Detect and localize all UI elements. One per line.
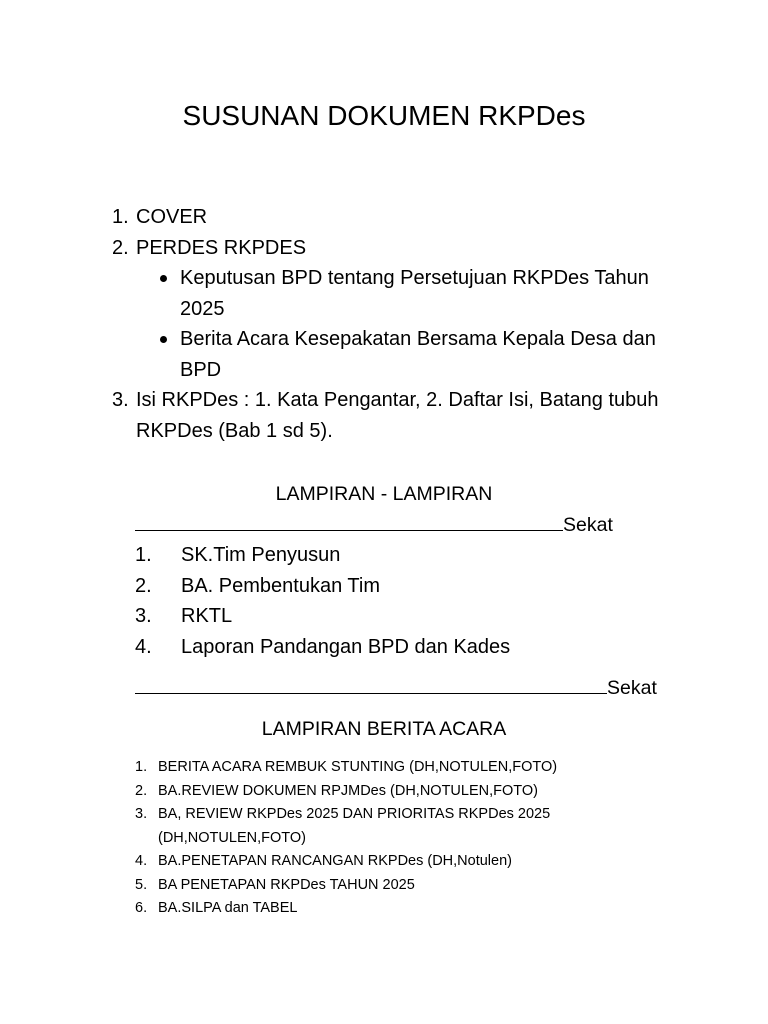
sekat-divider: [135, 673, 657, 703]
list-text: BA. Pembentukan Tim: [181, 574, 380, 597]
bullet-dot-icon: [160, 275, 167, 282]
underline-rule: [135, 673, 607, 694]
page-title: SUSUNAN DOKUMEN RKPDes: [182, 100, 586, 131]
bullet-text: Berita Acara Kesepakatan Bersama Kepala Desa dan BPD: [180, 328, 656, 381]
list-text: COVER: [136, 206, 208, 228]
bullet-list: [138, 263, 672, 385]
list-text: Isi RKPDes : 1. Kata Pengantar, 2. Daftar Isi, Batang tubuh RKPDes (Bab 1 sd 5).: [136, 389, 659, 442]
list-text: PERDES RKPDES: [136, 236, 307, 259]
list-item: [135, 850, 635, 874]
list-number: 3.: [112, 389, 129, 411]
list-text: BERITA ACARA REMBUK STUNTING (DH,NOTULEN,FOTO): [158, 759, 558, 775]
list-number: 2.: [135, 782, 148, 799]
sekat-divider: [135, 510, 613, 540]
list-text: BA PENETAPAN RKPDes TAHUN 2025: [158, 876, 415, 893]
list-number: 2.: [112, 236, 129, 259]
list-item: [112, 385, 672, 446]
berita-acara-list: [135, 756, 635, 921]
list-text: SK.Tim Penyusun: [181, 544, 341, 566]
list-text: BA, REVIEW RKPDes 2025 DAN PRIORITAS RKPDes 2025 (DH,NOTULEN,FOTO): [158, 806, 551, 846]
list-number: 4.: [135, 635, 152, 658]
berita-acara-heading: LAMPIRAN BERITA ACARA: [261, 718, 507, 740]
list-number: 1.: [112, 206, 129, 228]
lampiran-heading: LAMPIRAN - LAMPIRAN: [275, 483, 493, 505]
list-number: 4.: [135, 853, 148, 869]
list-item: [135, 803, 635, 850]
main-list: [112, 202, 672, 446]
list-number: 3.: [135, 605, 152, 627]
list-number: 1.: [135, 544, 152, 566]
underline-rule: [135, 510, 563, 531]
list-number: 6.: [135, 900, 148, 916]
list-item: [135, 780, 635, 804]
list-text: BA.PENETAPAN RANCANGAN RKPDes (DH,Notulen): [158, 853, 512, 869]
list-number: 3.: [135, 806, 148, 822]
list-text: BA.SILPA dan TABEL: [158, 900, 298, 916]
bullet-text: Keputusan BPD tentang Persetujuan RKPDes Tahun 2025: [180, 267, 649, 320]
list-number: 1.: [135, 759, 148, 775]
bullet-item: [138, 324, 672, 385]
list-number: 2.: [135, 574, 152, 597]
list-item: [135, 756, 635, 780]
sekat-label: Sekat: [607, 677, 657, 699]
list-item: [135, 897, 635, 921]
bullet-dot-icon: [160, 336, 167, 343]
list-text: BA.REVIEW DOKUMEN RPJMDes (DH,NOTULEN,FOTO): [158, 782, 538, 799]
list-item: [135, 874, 635, 898]
list-number: 5.: [135, 876, 148, 893]
bullet-item: [138, 263, 672, 324]
list-item: [112, 202, 672, 233]
list-item: [112, 233, 672, 264]
list-text: Laporan Pandangan BPD dan Kades: [181, 635, 511, 658]
list-text: RKTL: [181, 605, 233, 627]
sekat-label: Sekat: [563, 514, 613, 536]
